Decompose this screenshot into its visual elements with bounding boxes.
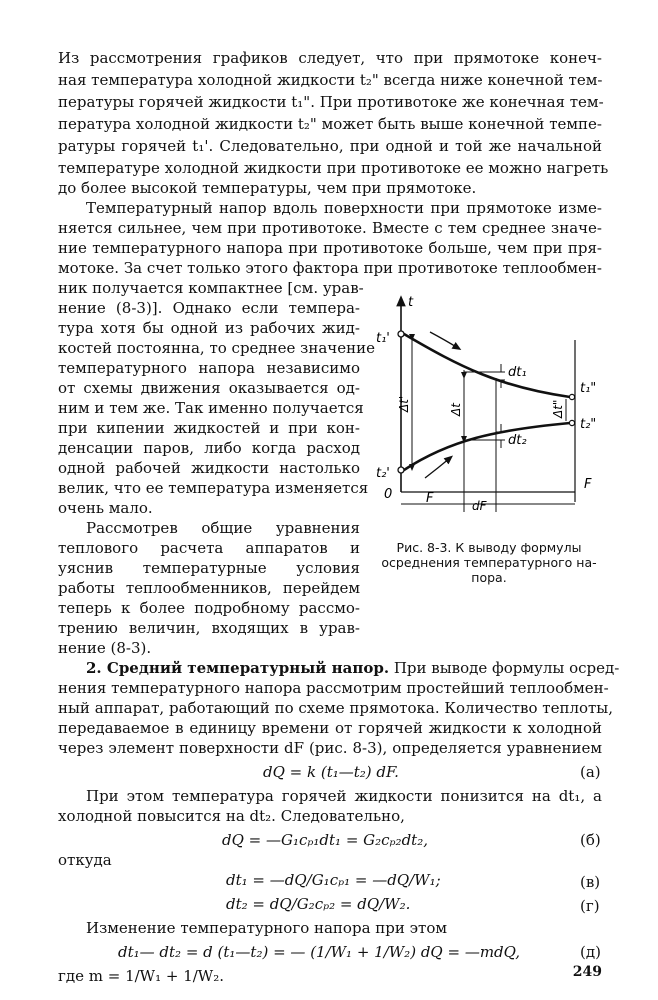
text-line: ним и тем же. Так именно получается [58, 399, 364, 417]
text-line: денсации паров, либо когда расход [58, 439, 360, 457]
equation-v: dt₁ = —dQ/G₁cₚ₁ = —dQ/W₁; [226, 871, 441, 889]
text-line: от схемы движения оказывается од- [58, 379, 360, 397]
text-line: при кипении жидкостей и при кон- [58, 419, 360, 437]
cold-fluid-curve [404, 423, 570, 470]
text-line: ный аппарат, работающий по схеме прямотока. Количество теплоты, [58, 699, 614, 717]
caption-line: осреднения температурного на- [381, 555, 597, 570]
page-number: 249 [572, 964, 602, 980]
text-line: уяснив температурные условия [58, 559, 360, 577]
text-line: одной рабочей жидкости настолько [58, 459, 360, 477]
equation-b: dQ = —G₁cₚ₁dt₁ = G₂cₚ₂dt₂, [222, 831, 428, 849]
f-axis-label: F [584, 477, 592, 492]
dt1-label: dt₁ [508, 365, 527, 380]
text-line: ние температурного напора при противотоке больше, чем при пря- [58, 239, 602, 257]
text-line: костей постоянна, то среднее значение [58, 339, 375, 357]
t1-end-label: t₁" [580, 381, 597, 396]
text-line: ратуры горячей t₁'. Следовательно, при одной и той же начальной [58, 137, 602, 155]
hot-fluid-curve [404, 334, 570, 397]
delta-t-mid-label: Δt [449, 403, 463, 416]
dt2-label: dt₂ [508, 433, 527, 448]
delta-t-start-label: Δt' [397, 395, 411, 412]
text-line: нения температурного напора рассмотрим простейший теплообмен- [58, 679, 609, 697]
figure-caption [370, 540, 608, 585]
caption-line: Рис. 8-3. К выводу формулы [396, 540, 582, 555]
text-line: температуре холодной жидкости при противотоке ее можно нагреть [58, 159, 609, 177]
origin-label: 0 [384, 487, 393, 502]
text-line: теперь к более подробному рассмо- [58, 599, 360, 617]
equation-a: dQ = k (t₁—t₂) dF. [263, 763, 399, 781]
text-line: Из рассмотрения графиков следует, что при прямотоке конеч- [58, 49, 602, 67]
text-line: ная температура холодной жидкости t₂" всегда ниже конечной тем- [58, 71, 603, 89]
text-line: нение (8-3). [58, 639, 152, 657]
text-line: Изменение температурного напора при этом [86, 919, 448, 937]
text-line: велик, что ее температура изменяется [58, 479, 369, 497]
t2-start-label: t₂' [376, 466, 390, 481]
text-line: ник получается компактнее [см. урав- [58, 279, 364, 297]
text-line: трению величин, входящих в урав- [58, 619, 360, 637]
text-line: откуда [58, 851, 112, 869]
text-line: через элемент поверхности dF (рис. 8-3), определяется уравнением [58, 739, 602, 757]
t2-end-label: t₂" [580, 417, 597, 432]
t-axis-label: t [408, 295, 414, 310]
caption-line: пора. [471, 570, 507, 585]
text-line: Рассмотрев общие уравнения [86, 519, 360, 537]
df-label: dF [472, 499, 487, 513]
text-line: работы теплообменников, перейдем [58, 579, 360, 597]
equation-g-tag: (г) [580, 897, 600, 915]
text-line: пература холодной жидкости t₂" может быть выше конечной темпе- [58, 115, 602, 133]
f-span-label: F [426, 491, 434, 506]
equation-a-tag: (а) [580, 763, 601, 781]
text-line: пературы горячей жидкости t₁". При противотоке же конечная тем- [58, 93, 604, 111]
flow-arrow-cold [425, 458, 450, 478]
text-line: температурного напора независимо [58, 359, 360, 377]
text-line: до более высокой температуры, чем при прямотоке. [58, 179, 477, 197]
text-line: очень мало. [58, 499, 153, 517]
t1-start-label: t₁' [376, 331, 390, 346]
section-heading-line [58, 658, 620, 678]
delta-t-end-label: Δt" [551, 399, 565, 418]
text-line: При этом температура горячей жидкости понизится на dt₁, а [86, 787, 602, 805]
equation-v-tag: (в) [580, 873, 601, 891]
equation-d: dt₁— dt₂ = d (t₁—t₂) = — (1/W₁ + 1/W₂) dQ = —mdQ, [118, 943, 520, 961]
text-line: няется сильнее, чем при противотоке. Вместе с тем среднее значе- [58, 219, 602, 237]
equation-b-tag: (б) [580, 831, 601, 849]
equation-d-tag: (д) [580, 943, 601, 961]
text-line: теплового расчета аппаратов и [58, 539, 360, 557]
text-line: передаваемое в единицу времени от горячей жидкости к холодной [58, 719, 602, 737]
text-line: мотоке. За счет только этого фактора при противотоке теплообмен- [58, 259, 602, 277]
text-line: где m = 1/W₁ + 1/W₂. [58, 967, 224, 985]
text-line: Температурный напор вдоль поверхности при прямотоке изме- [86, 199, 602, 217]
text-line: нение (8-3)]. Однако если темпера- [58, 299, 360, 317]
figure-temperature-diagram [370, 292, 610, 518]
text-line: тура хотя бы одной из рабочих жид- [58, 319, 360, 337]
section-title: 2. Средний температурный напор. [86, 659, 390, 677]
equation-g: dt₂ = dQ/G₂cₚ₂ = dQ/W₂. [226, 895, 411, 913]
text-line: холодной повысится на dt₂. Следовательно, [58, 807, 405, 825]
text-line: При выводе формулы осред- [389, 659, 620, 677]
flow-arrow-hot [430, 332, 458, 348]
